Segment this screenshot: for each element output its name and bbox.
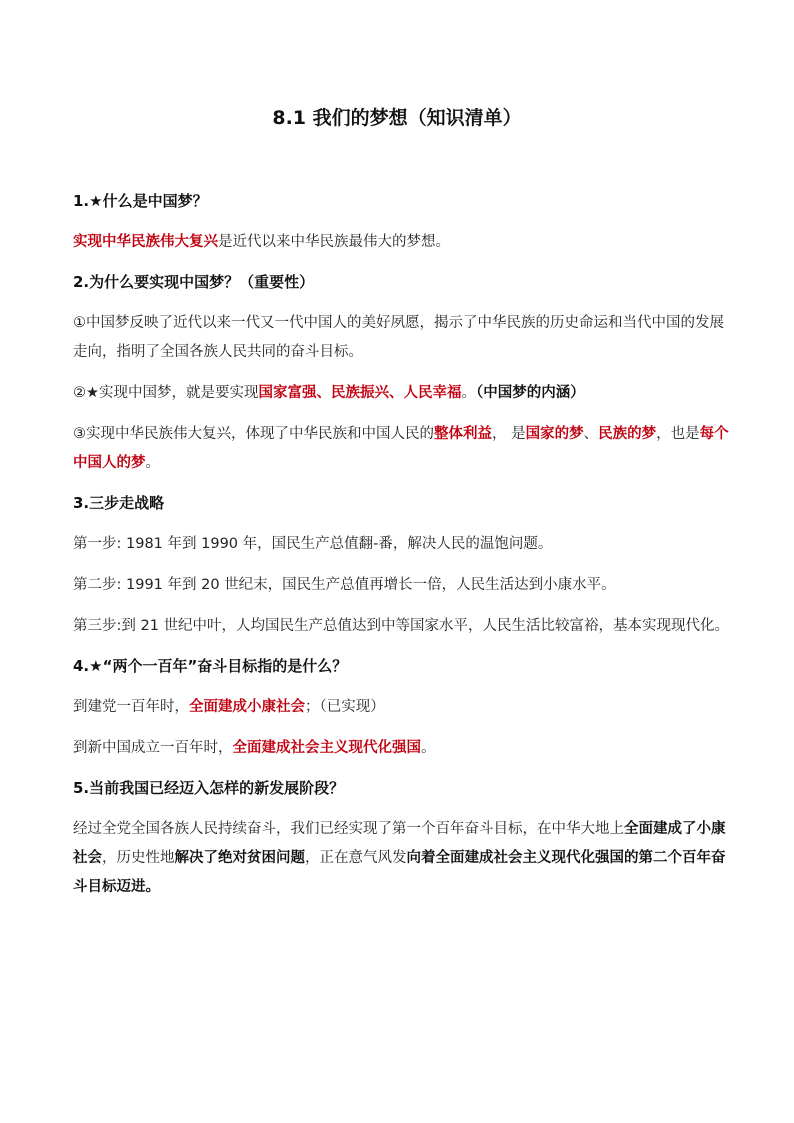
bold-keyword: 全面建成了小康社会	[73, 821, 726, 866]
section-4-goal-2	[73, 734, 738, 763]
bold-note: （中国梦的内涵）	[476, 385, 585, 401]
keyword-highlight: 每个中国人的梦	[73, 426, 729, 471]
section-3-step-1: 第一步: 1981 年到 1990 年，国民生产总值翻-番，解决人民的温饱问题。	[73, 536, 553, 552]
section-1	[73, 188, 738, 257]
section-2-heading: 2.为什么要实现中国梦？（重要性）	[73, 273, 315, 291]
document-content	[73, 188, 738, 914]
section-4-goal-1	[73, 693, 738, 722]
section-5-heading: 5.当前我国已经迈入怎样的新发展阶段？	[73, 779, 345, 797]
goal-text: 到新中国成立一百年时，	[73, 740, 233, 756]
point-text: ③实现中华民族伟大复兴，体现了中华民族和中国人民的	[73, 426, 434, 442]
point-text: ①中国梦反映了近代以来一代又一代中国人的美好夙愿，揭示了中华民族的历史命运和当代中国的发展走向，指明了全国各族人民共同的奋斗目标。	[73, 315, 724, 360]
section-3-heading: 3.三步走战略	[73, 494, 165, 512]
goal-text: 。	[421, 740, 436, 756]
section-3-step-2: 第二步: 1991 年到 20 世纪末，国民生产总值再增长一倍，人民生活达到小康水平。	[73, 577, 616, 593]
goal-text: ；（已实现）	[305, 699, 385, 715]
keyword-highlight: 国家的梦	[525, 426, 584, 442]
bold-keyword: 解决了绝对贫困问题	[174, 850, 305, 866]
section-4-heading: 4.★“两个一百年”奋斗目标指的是什么？	[73, 657, 348, 675]
answer-text: ，历史性地	[102, 850, 175, 866]
section-1-answer	[73, 228, 738, 257]
keyword-highlight: 全面建成社会主义现代化强国	[232, 740, 421, 756]
section-3-step-3: 第三步:到 21 世纪中叶，人均国民生产总值达到中等国家水平，人民生活比较富裕，基本实现现代化。	[73, 618, 730, 634]
bold-keyword: 向着全面建成社会主义现代化强国的第二个百年奋斗目标迈进。	[73, 850, 726, 895]
section-2-point-1	[73, 309, 738, 367]
point-text: ，也是	[656, 426, 700, 442]
section-4	[73, 653, 738, 763]
goal-text: 到建党一百年时，	[73, 699, 189, 715]
keyword-highlight: 全面建成小康社会	[189, 699, 305, 715]
keyword-highlight: 实现中华民族伟大复兴	[73, 234, 218, 250]
answer-text: 是近代以来中华民族最伟大的梦想。	[218, 234, 450, 250]
point-text: ， 是	[492, 426, 526, 442]
answer-text: ，正在意气风发	[305, 850, 407, 866]
keyword-highlight: 整体利益	[434, 426, 492, 442]
keyword-highlight: 民族的梦	[598, 426, 657, 442]
point-text: 、	[583, 426, 599, 442]
section-1-heading: 1.★什么是中国梦？	[73, 192, 208, 210]
section-5	[73, 775, 738, 902]
section-3	[73, 490, 738, 641]
point-text: 。	[145, 455, 160, 471]
section-2-point-3	[73, 420, 738, 478]
page-title: 8.1 我们的梦想（知识清单）	[272, 107, 522, 129]
answer-text: 经过全党全国各族人民持续奋斗，我们已经实现了第一个百年奋斗目标，在中华大地上	[73, 821, 624, 837]
point-text: 。	[461, 385, 476, 401]
section-2-point-2	[73, 379, 738, 408]
point-text: ②★实现中国梦，就是要实现	[73, 385, 259, 401]
keyword-highlight: 国家富强、民族振兴、人民幸福	[258, 385, 462, 401]
section-2	[73, 269, 738, 478]
section-5-answer	[73, 815, 738, 902]
